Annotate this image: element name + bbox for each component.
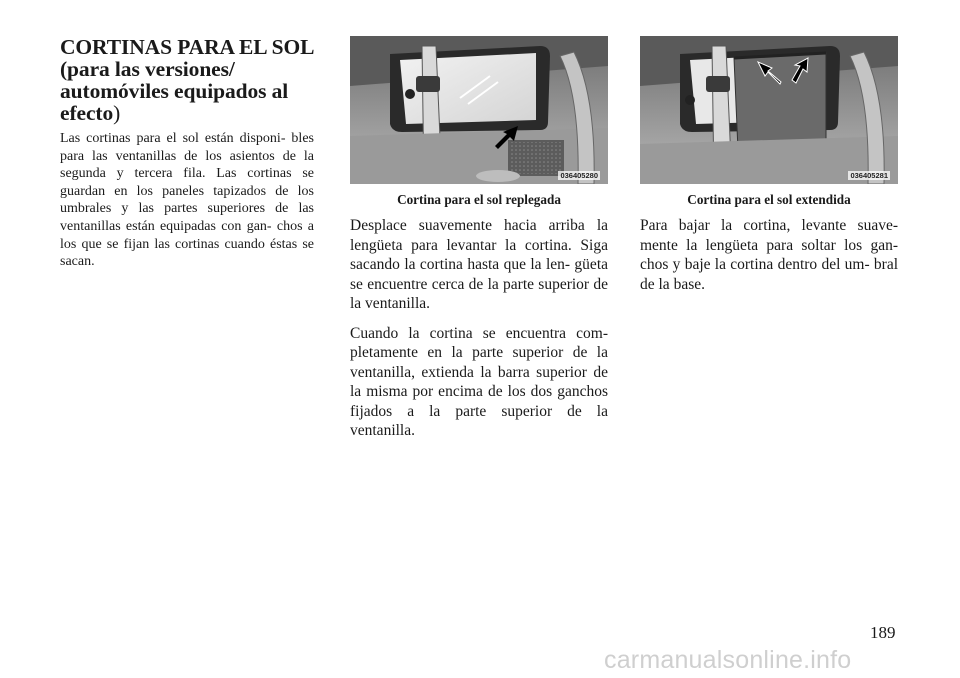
- page-number: 189: [870, 623, 896, 642]
- section-title-close: ): [113, 101, 121, 125]
- raise-paragraph: Desplace suavemente hacia arriba la lengüeta para levantar la cortina. Siga sacando la cortina hasta que la len- güeta se encuentre cerca de la parte superior de la ventanilla.: [350, 217, 608, 312]
- figure-code: 036405280: [560, 171, 598, 180]
- intro-paragraph: Las cortinas para el sol están disponi- bles para las ventanillas de los asientos de la segunda y tercera fila. Las cortinas se guardan en los paneles tapizados de los umbrales y las partes superiores de las ventanillas están equipadas con gan- chos a los que se fijan las cortinas cuando éstas se sacan.: [60, 131, 314, 270]
- section-title-text: CORTINAS PARA EL SOL (para las versiones/ automóviles equipados al efecto: [60, 35, 314, 125]
- sunshade-extended-illustration: [640, 36, 898, 184]
- hook-paragraph: Cuando la cortina se encuentra com- pletamente en la parte superior de la ventanilla, extienda la barra superior de la misma por encima de los dos ganchos fijados a la parte superior de la ventanilla.: [350, 324, 608, 439]
- sunshade-retracted-illustration: [350, 36, 608, 184]
- watermark: carmanualsonline.info: [604, 646, 852, 674]
- section-title: [60, 36, 314, 124]
- lower-paragraph: Para bajar la cortina, levante suave- mente la lengüeta para soltar los gan- chos y baje la cortina dentro del um- bral de la base.: [640, 217, 898, 293]
- figure-caption: Cortina para el sol replegada: [397, 192, 561, 207]
- middle-column: [350, 36, 608, 451]
- figure-sunshade-extended: [640, 36, 898, 184]
- left-column: [60, 36, 314, 271]
- figure-sunshade-retracted: [350, 36, 608, 184]
- figure-code: 036405281: [850, 171, 888, 180]
- right-column: [640, 36, 898, 304]
- figure-caption: Cortina para el sol extendida: [687, 192, 851, 207]
